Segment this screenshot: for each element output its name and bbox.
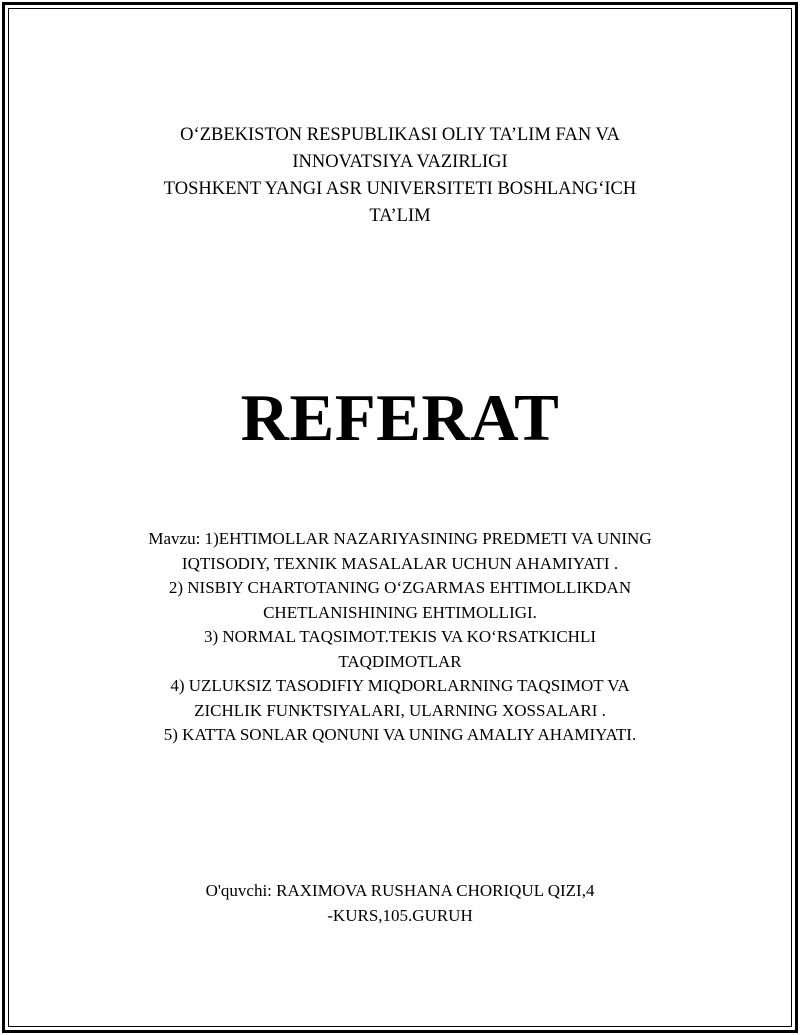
topic-line: Mavzu: 1)EHTIMOLLAR NAZARIYASINING PREDMETI VA UNING	[148, 529, 652, 548]
topic-section	[100, 527, 700, 748]
topic-line: 2) NISBIY CHARTOTANING O‘ZGARMAS EHTIMOLLIKDAN	[168, 578, 632, 597]
institution-header	[100, 122, 700, 230]
topic-line: 4) UZLUKSIZ TASODIFIY MIQDORLARNING TAQSIMOT VA	[170, 676, 630, 695]
header-line: O‘ZBEKISTON RESPUBLIKASI OLIY TA’LIM FAN VA	[180, 125, 620, 145]
author-line: O'quvchi: RAXIMOVA RUSHANA CHORIQUL QIZI,4	[205, 881, 595, 900]
topic-line: IQTISODIY, TEXNIK MASALALAR UCHUN AHAMIYATI .	[181, 553, 619, 573]
topic-line: ZICHLIK FUNKTSIYALARI, ULARNING XOSSALARI .	[194, 700, 606, 720]
header-line: TOSHKENT YANGI ASR UNIVERSITETI BOSHLANG‘ICH	[163, 179, 637, 199]
topic-line: 5) KATTA SONLAR QONUNI VA UNING AMALIY AHAMIYATI.	[163, 725, 637, 744]
author-section	[100, 878, 700, 928]
topic-line: CHETLANISHINING EHTIMOLLIGI.	[263, 602, 537, 622]
topic-line: TAQDIMOTLAR	[338, 651, 462, 671]
header-line: INNOVATSIYA VAZIRLIGI	[292, 152, 508, 172]
document-title: REFERAT	[240, 381, 560, 455]
topic-line: 3) NORMAL TAQSIMOT.TEKIS VA KO‘RSATKICHLI	[203, 627, 596, 646]
author-line: -KURS,105.GURUH	[327, 906, 473, 925]
header-line: TA’LIM	[369, 206, 431, 226]
